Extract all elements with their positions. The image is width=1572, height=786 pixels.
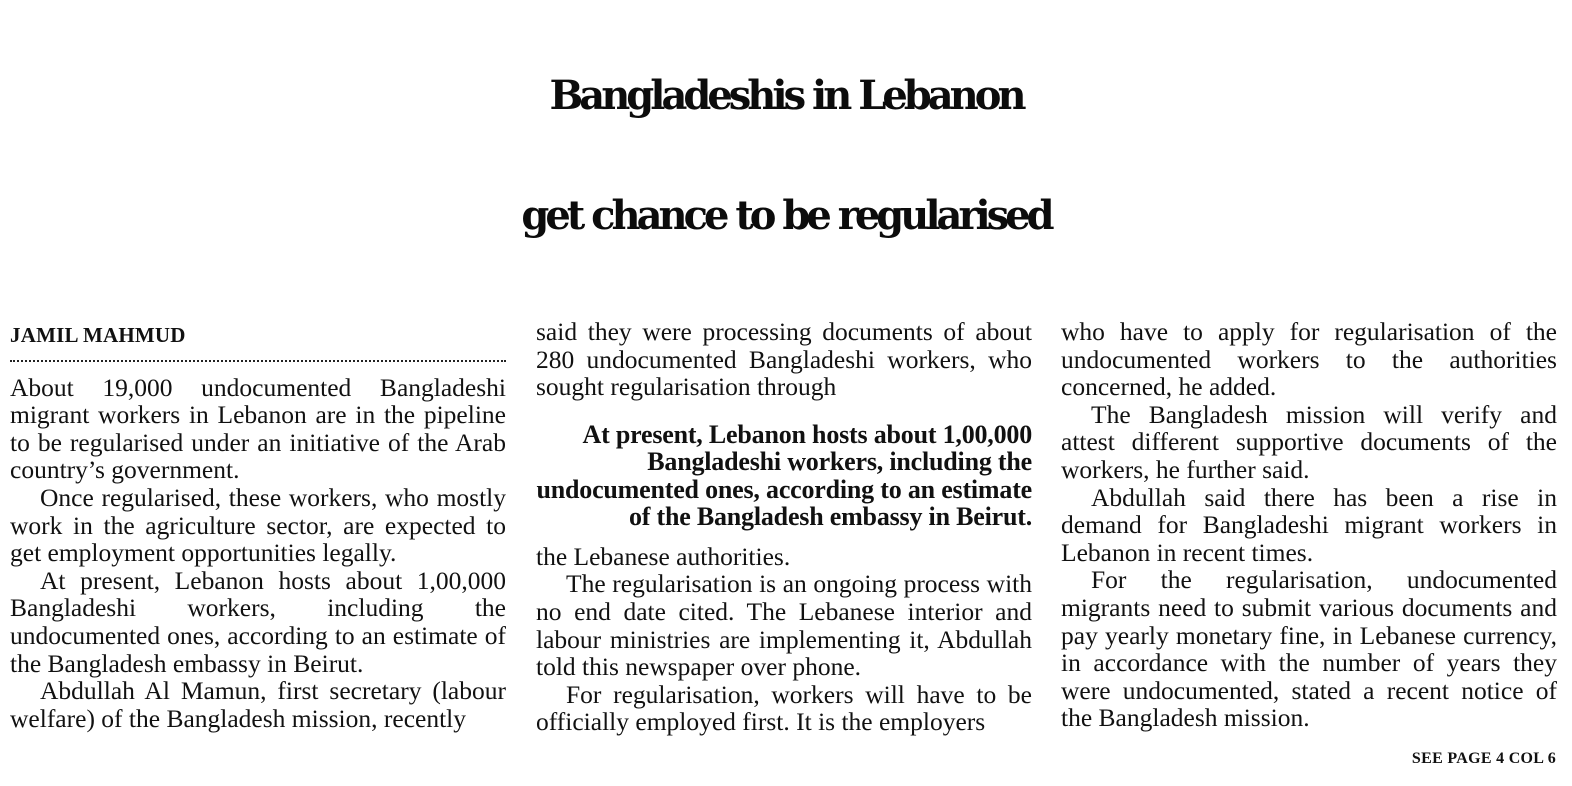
pull-quote: At present, Lebanon hosts about 1,00,000 Bangladeshi workers, including the undocumented ones, according to an estimate of the Bangladesh embassy in Beirut. — [536, 419, 1032, 532]
paragraph: For regularisation, workers will have to be officially employed first. It is the employers — [536, 679, 1032, 737]
paragraph: The regularisation is an ongoing process with no end date cited. The Lebanese interior and labour ministries are implementing it, Abdullah told this newspaper over phone. — [536, 569, 1032, 682]
article-column-1 — [10, 318, 506, 732]
jump-line: SEE PAGE 4 COL 6 — [1411, 750, 1556, 767]
paragraph: Abdullah Al Mamun, first secretary (labour welfare) of the Bangladesh mission, recently — [10, 676, 506, 733]
article-column-2 — [536, 318, 1032, 736]
paragraph: Once regularised, these workers, who mostly work in the agriculture sector, are expected to get employment opportunities legally. — [10, 482, 506, 568]
byline: JAMIL MAHMUD — [10, 322, 506, 362]
paragraph: who have to apply for regularisation of the undocumented workers to the authorities concerned, he added. — [1061, 317, 1557, 402]
headline — [0, 36, 1572, 276]
paragraph: Abdullah said there has been a rise in demand for Bangladeshi migrant workers in Lebanon in recent times. — [1061, 482, 1557, 567]
article-column-3 — [1061, 318, 1557, 732]
paragraph: The Bangladesh mission will verify and attest different supportive documents of the workers, he further said. — [1061, 399, 1557, 484]
paragraph: About 19,000 undocumented Bangladeshi migrant workers in Lebanon are in the pipeline to be regularised under an initiative of the Arab country’s government. — [10, 372, 506, 485]
paragraph: At present, Lebanon hosts about 1,00,000 Bangladeshi workers, including the undocumented ones, according to an estimate of the Bangladesh embassy in Beirut. — [10, 565, 506, 678]
paragraph: For the regularisation, undocumented migrants need to submit various documents and pay yearly monetary fine, in Lebanese currency, in accordance with the number of years they were undocumented, stated a recent notice of the Bangladesh mission. — [1061, 565, 1557, 733]
paragraph: the Lebanese authorities. — [536, 541, 791, 571]
headline-line-2: get chance to be regularised — [521, 192, 1051, 239]
headline-line-1: Bangladeshis in Lebanon — [549, 72, 1023, 119]
paragraph: said they were processing documents of about 280 undocumented Bangladeshi workers, who sought regularisation through — [536, 317, 1032, 402]
